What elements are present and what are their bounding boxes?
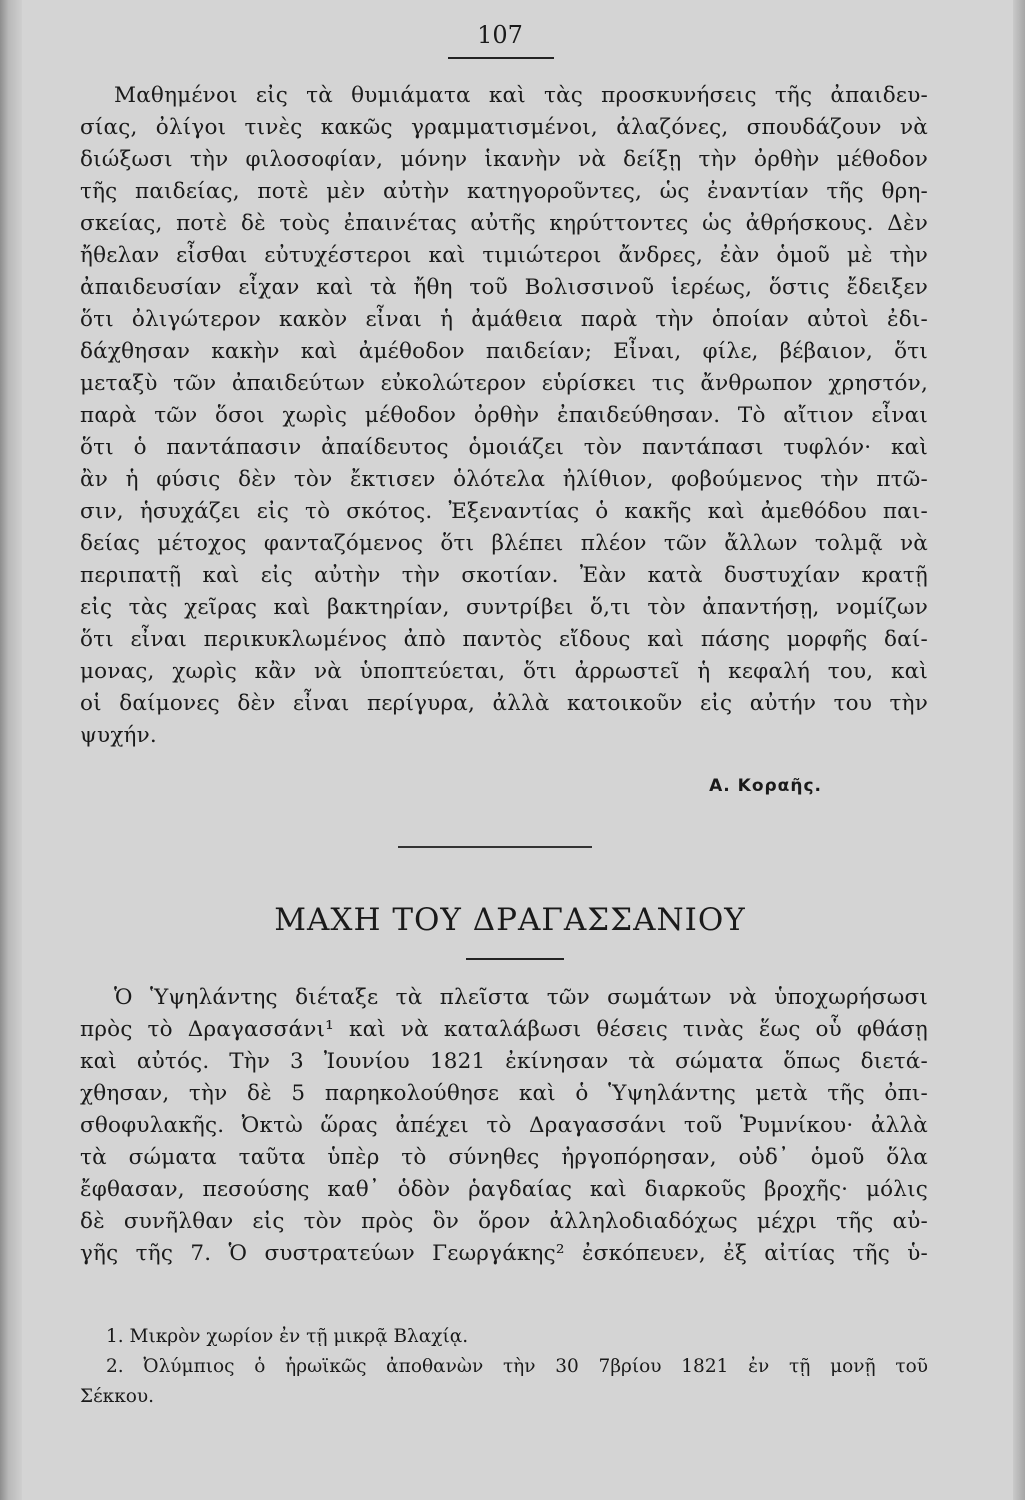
author-signature: Α. Κοραῆς.	[709, 776, 822, 796]
text-line: ἀπαιδευσίαν εἶχαν καὶ τὰ ἤθη τοῦ Βολισσινοῦ ἱερέως, ὅστις ἔδειξεν	[80, 275, 928, 300]
text-line: ἔφθασαν, πεσούσης καθ᾽ ὁδὸν ῥαγδαίας καὶ διαρκοῦς βροχῆς· μόλις	[80, 1177, 928, 1202]
text-line: σιν, ἡσυχάζει εἰς τὸ σκότος. Ἐξεναντίας ὁ κακῆς καὶ ἀμεθόδου παι-	[80, 499, 928, 524]
text-line: περιπατῇ καὶ εἰς αὐτὴν τὴν σκοτίαν. Ἐὰν κατὰ δυστυχίαν κρατῇ	[80, 563, 928, 588]
footnotes	[80, 1322, 928, 1412]
text-line: τῆς παιδείας, ποτὲ μὲν αὐτὴν κατηγοροῦντες, ὡς ἐναντίαν τῆς θρη-	[80, 179, 928, 204]
section-divider	[398, 846, 592, 848]
footnote-2: 2. Ὀλύμπιος ὁ ἡρωϊκῶς ἀποθανὼν τὴν 30 7βρίου 1821 ἐν τῇ μονῇ τοῦ	[106, 1356, 928, 1377]
section-title: ΜΑΧΗ ΤΟΥ ΔΡΑΓΑΣΣΑΝΙΟΥ	[274, 902, 746, 938]
text-line: δάχθησαν κακὴν καὶ ἀμέθοδον παιδείαν; Εἶναι, φίλε, βέβαιον, ὅτι	[80, 339, 928, 364]
text-line: σθοφυλακῆς. Ὀκτὼ ὥρας ἀπέχει τὸ Δραγασσάνι τοῦ Ῥυμνίκου· ἀλλὰ	[80, 1113, 928, 1138]
text-line: μεταξὺ τῶν ἀπαιδεύτων εὐκολώτερον εὑρίσκει τις ἄνθρωπον χρηστόν,	[80, 371, 928, 396]
footnote-2-continuation: Σέκκου.	[80, 1386, 155, 1407]
passage-koraes	[80, 80, 928, 752]
text-line: παρὰ τῶν ὅσοι χωρὶς μέθοδον ὀρθὴν ἐπαιδεύθησαν. Τὸ αἴτιον εἶναι	[80, 403, 928, 428]
footnote-1: 1. Μικρὸν χωρίον ἐν τῇ μικρᾷ Βλαχίᾳ.	[106, 1326, 469, 1347]
text-line: δὲ συνῆλθαν εἰς τὸν πρὸς ὃν ὅρον ἀλληλοδιαδόχως μέχρι τῆς αὐ-	[80, 1209, 928, 1234]
text-line: οἱ δαίμονες δὲν εἶναι περίγυρα, ἀλλὰ κατοικοῦν εἰς αὐτήν του τὴν	[80, 691, 928, 716]
text-line: διώξωσι τὴν φιλοσοφίαν, μόνην ἱκανὴν νὰ δείξῃ τὴν ὀρθὴν μέθοδον	[80, 147, 928, 172]
text-line: ἤθελαν εἶσθαι εὐτυχέστεροι καὶ τιμιώτεροι ἄνδρες, ἐὰν ὁμοῦ μὲ τὴν	[80, 243, 928, 268]
text-line: δείας μέτοχος φανταζόμενος ὅτι βλέπει πλέον τῶν ἄλλων τολμᾷ νὰ	[80, 531, 928, 556]
text-line: γῆς τῆς 7. Ὁ συστρατεύων Γεωργάκης² ἐσκόπευεν, ἐξ αἰτίας τῆς ὑ-	[80, 1241, 928, 1266]
text-line: Ὁ Ὑψηλάντης διέταξε τὰ πλεῖστα τῶν σωμάτων νὰ ὑποχωρήσωσι	[114, 985, 928, 1010]
page-number-rule	[448, 57, 554, 59]
text-line: καὶ αὐτός. Τὴν 3 Ἰουνίου 1821 ἐκίνησαν τὰ σώματα ὅπως διετά-	[80, 1049, 928, 1074]
text-line: εἰς τὰς χεῖρας καὶ βακτηρίαν, συντρίβει ὅ,τι τὸν ἀπαντήσῃ, νομίζων	[80, 595, 928, 620]
text-line: πρὸς τὸ Δραγασσάνι¹ καὶ νὰ καταλάβωσι θέσεις τινὰς ἕως οὗ φθάσῃ	[80, 1017, 928, 1042]
page-right-edge	[1013, 0, 1025, 1500]
text-line: σίας, ὀλίγοι τινὲς κακῶς γραμματισμένοι, ἀλαζόνες, σπουδάζουν νὰ	[80, 115, 928, 140]
title-rule	[466, 958, 564, 960]
text-line: σκείας, ποτὲ δὲ τοὺς ἐπαινέτας αὐτῆς κηρύττοντες ὡς ἀθρήσκους. Δὲν	[80, 211, 928, 236]
passage-battle	[80, 982, 928, 1270]
text-line: ὅτι ὁ παντάπασιν ἀπαίδευτος ὁμοιάζει τὸν παντάπασι τυφλόν· καὶ	[80, 435, 928, 460]
text-line: μονας, χωρὶς κἂν νὰ ὑποπτεύεται, ὅτι ἀρρωστεῖ ἡ κεφαλή του, καὶ	[80, 659, 928, 684]
page-number: 107	[477, 21, 523, 49]
text-line: χθησαν, τὴν δὲ 5 παρηκολούθησε καὶ ὁ Ὑψηλάντης μετὰ τῆς ὀπι-	[80, 1081, 928, 1106]
page-left-edge	[0, 0, 22, 1500]
text-line: ἂν ἡ φύσις δὲν τὸν ἔκτισεν ὁλότελα ἠλίθιον, φοβούμενος τὴν πτῶ-	[80, 467, 928, 492]
text-line: ὅτι εἶναι περικυκλωμένος ἀπὸ παντὸς εἴδους καὶ πάσης μορφῆς δαί-	[80, 627, 928, 652]
text-line: ὅτι ὀλιγώτερον κακὸν εἶναι ἡ ἀμάθεια παρὰ τὴν ὁποίαν αὐτοὶ ἐδι-	[80, 307, 928, 332]
text-line: Μαθημένοι εἰς τὰ θυμιάματα καὶ τὰς προσκυνήσεις τῆς ἀπαιδευ-	[114, 83, 928, 108]
text-line: ψυχήν.	[80, 723, 157, 748]
text-line: τὰ σώματα ταῦτα ὑπὲρ τὸ σύνηθες ἠργοπόρησαν, οὐδ᾽ ὁμοῦ ὅλα	[80, 1145, 928, 1170]
